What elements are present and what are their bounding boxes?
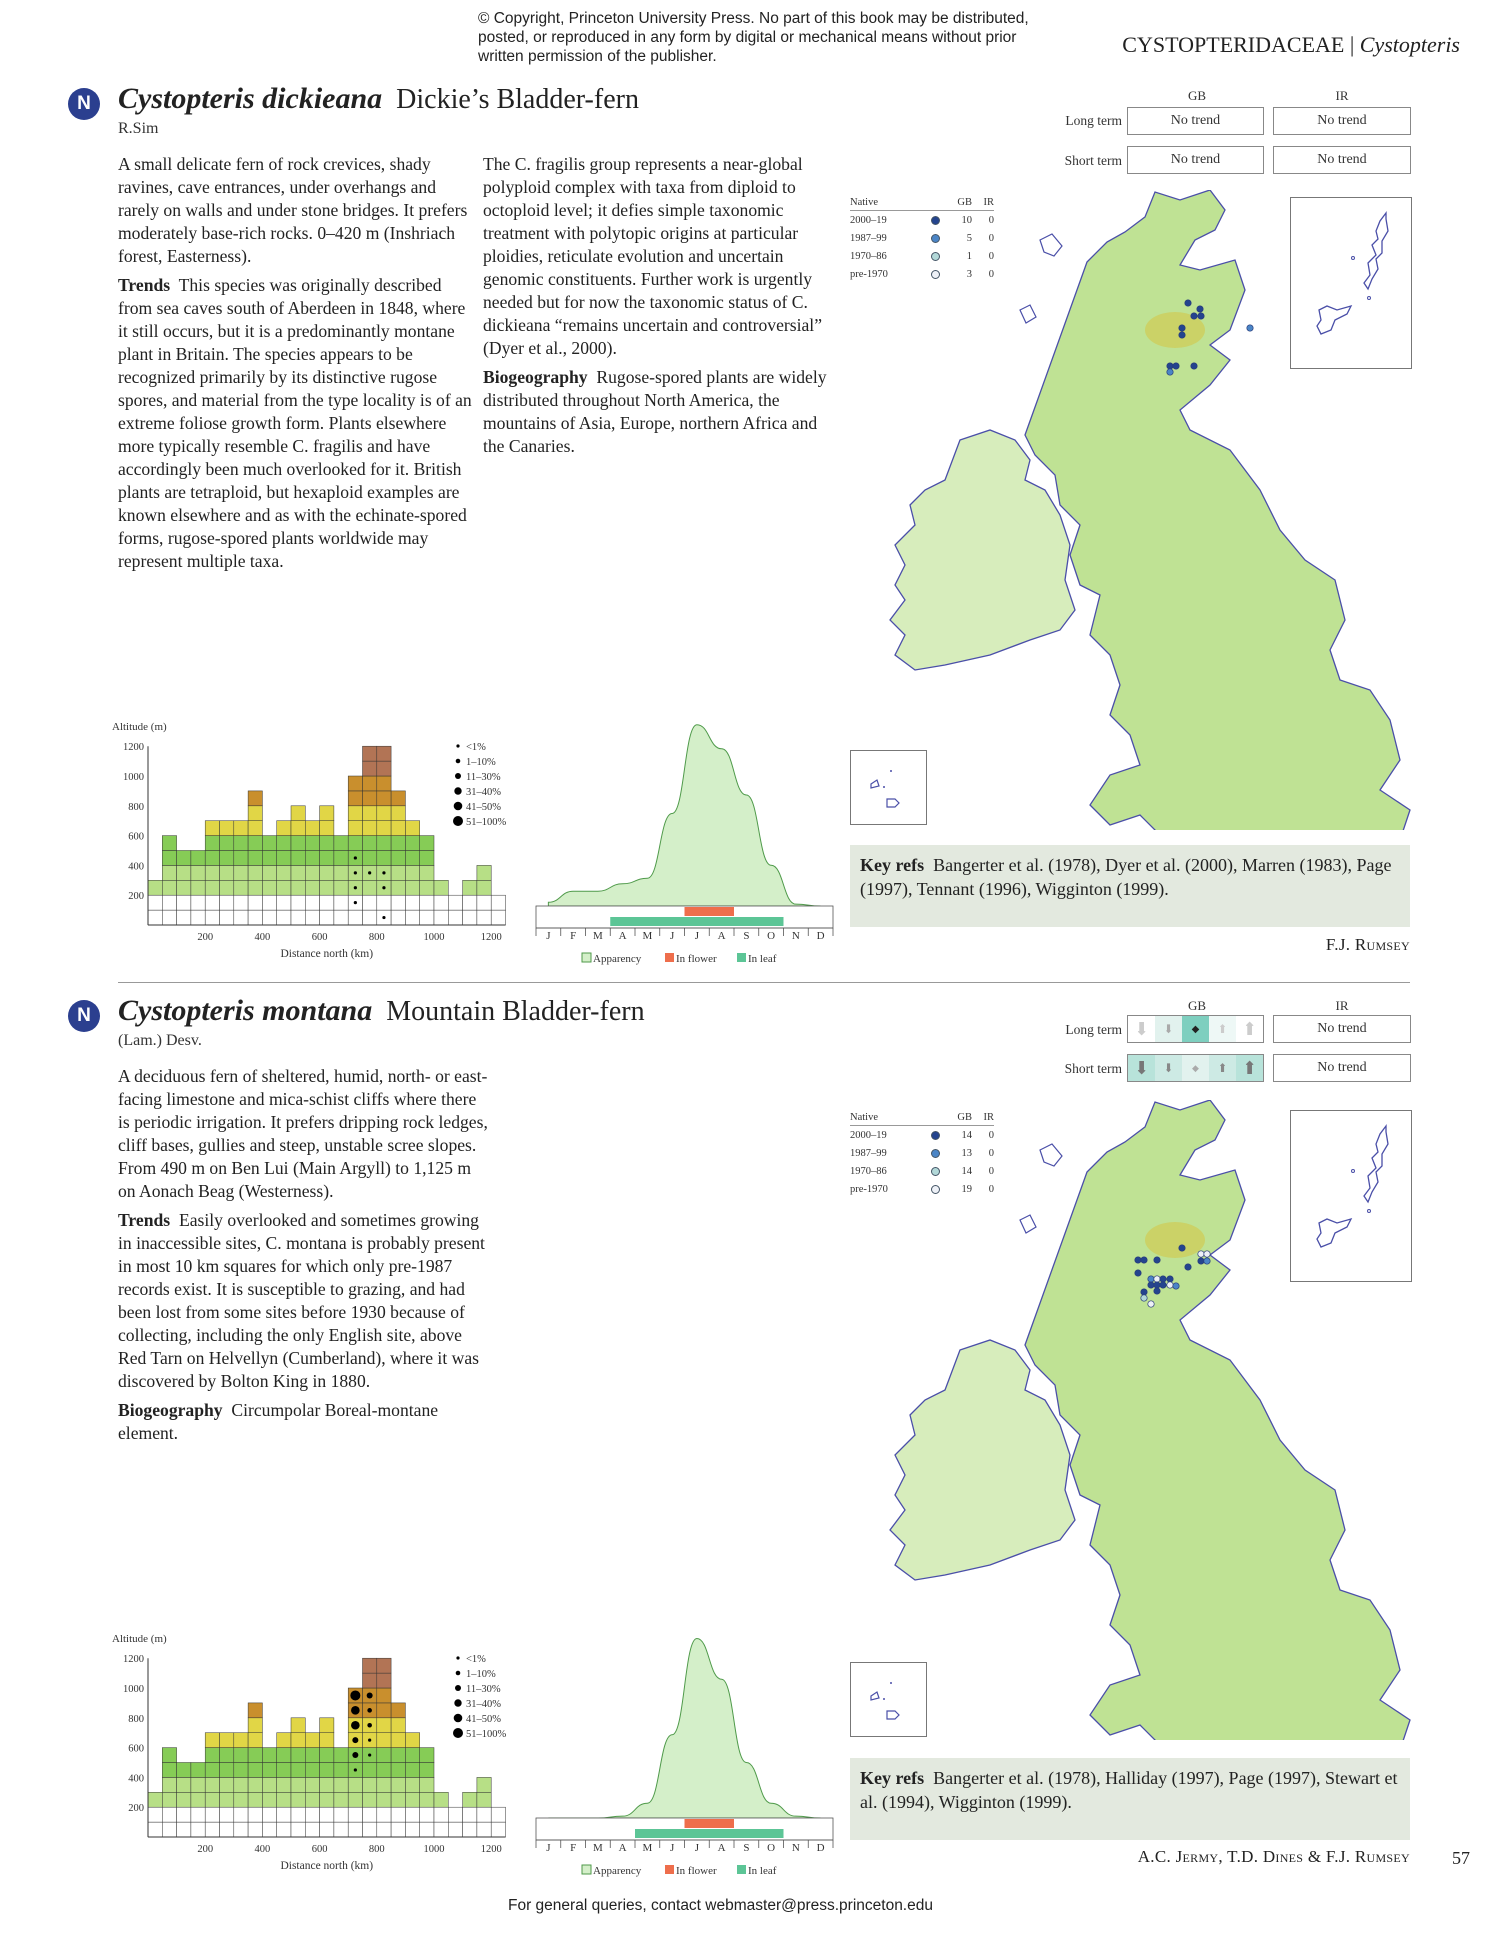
common-name: Mountain Bladder-fern bbox=[386, 996, 645, 1027]
ir-count: 0 bbox=[988, 232, 994, 244]
svg-text:M: M bbox=[592, 930, 603, 942]
period: pre-1970 bbox=[850, 268, 888, 280]
svg-text:1–10%: 1–10% bbox=[466, 757, 496, 768]
legend-header-gb: GB bbox=[957, 1112, 972, 1123]
latin-name: Cystopteris montana bbox=[118, 994, 373, 1027]
text-column-2 bbox=[483, 153, 828, 464]
shetland-inset bbox=[1290, 1110, 1412, 1282]
svg-text:<1%: <1% bbox=[466, 742, 486, 753]
ir-count: 0 bbox=[988, 250, 994, 262]
svg-text:1200: 1200 bbox=[123, 742, 144, 754]
species-title bbox=[118, 82, 639, 116]
phenology-chart bbox=[530, 710, 840, 970]
altitude-chart bbox=[110, 718, 530, 968]
channel-islands-inset bbox=[850, 750, 927, 825]
page-number: 57 bbox=[1452, 1848, 1470, 1868]
authority: (Lam.) Desv. bbox=[118, 1032, 202, 1049]
svg-text:600: 600 bbox=[128, 1743, 144, 1755]
ir-count: 0 bbox=[988, 1129, 994, 1141]
svg-text:1000: 1000 bbox=[123, 772, 144, 783]
legend-header-ir: IR bbox=[983, 1112, 994, 1123]
svg-text:In leaf: In leaf bbox=[748, 1865, 777, 1877]
gb-count: 13 bbox=[961, 1147, 972, 1159]
svg-text:J: J bbox=[546, 1842, 551, 1854]
svg-text:M: M bbox=[642, 930, 653, 942]
phenology-chart bbox=[530, 1622, 840, 1882]
svg-text:200: 200 bbox=[128, 891, 144, 903]
gb-count: 3 bbox=[966, 268, 972, 280]
biogeography-paragraph bbox=[118, 1399, 488, 1445]
key-refs-box bbox=[850, 845, 1410, 927]
channel-islands-outline bbox=[851, 751, 926, 824]
family-name: CYSTOPTERIDACEAE bbox=[1122, 32, 1345, 57]
native-badge: N bbox=[68, 1000, 100, 1032]
svg-text:N: N bbox=[791, 1842, 800, 1854]
gb-count: 10 bbox=[961, 214, 972, 226]
svg-text:Distance north (km): Distance north (km) bbox=[280, 1860, 374, 1872]
strong-decline-icon: ⬇ bbox=[1128, 1055, 1155, 1081]
habitat-paragraph: A deciduous fern of sheltered, humid, north- or east-facing limestone and mica-schist cliffs where there is periodic irrigation. It prefers dripping rock ledges, cliff bases, gullies and steep, unstable scree slopes. From 490 m on Ben Lui (Main Argyll) to 1,125 m on Aonach Beag (Westerness). bbox=[118, 1066, 488, 1201]
key-refs-heading: Key refs bbox=[860, 855, 925, 875]
increase-icon: ⬆ bbox=[1209, 1016, 1236, 1042]
svg-text:31–40%: 31–40% bbox=[466, 787, 501, 798]
svg-text:In flower: In flower bbox=[676, 1865, 717, 1877]
habitat-paragraph: A small delicate fern of rock crevices, shady ravines, cave entrances, under overhangs and rarely on walls and under stone bridges. It prefers moderately base-rich rocks. 0–420 m (Inshriach forest, Easterness). bbox=[118, 154, 468, 266]
svg-text:400: 400 bbox=[128, 1773, 144, 1785]
svg-text:J: J bbox=[669, 930, 675, 942]
svg-text:F: F bbox=[570, 1842, 577, 1854]
svg-text:200: 200 bbox=[197, 1844, 214, 1855]
svg-text:Altitude (m): Altitude (m) bbox=[112, 1633, 167, 1645]
ir-count: 0 bbox=[988, 1165, 994, 1177]
text-column-1 bbox=[118, 153, 478, 579]
copyright-notice: © Copyright, Princeton University Press. No part of this book may be distributed, posted, or reproduced in any form by digital or mechanical means without prior written permission of the publisher. bbox=[478, 10, 1029, 65]
key-refs-text: Bangerter et al. (1978), Dyer et al. (2000), Marren (1983), Page (1997), Tennant (1996), Wigginton (1999). bbox=[860, 855, 1392, 899]
common-name: Dickie’s Bladder-fern bbox=[396, 84, 639, 115]
svg-text:600: 600 bbox=[128, 831, 144, 843]
decline-icon: ⬇ bbox=[1155, 1055, 1182, 1081]
svg-text:1000: 1000 bbox=[423, 932, 445, 943]
svg-text:800: 800 bbox=[368, 932, 385, 943]
svg-text:1200: 1200 bbox=[123, 1654, 144, 1666]
biogeography-paragraph bbox=[483, 366, 828, 458]
svg-text:1–10%: 1–10% bbox=[466, 1669, 496, 1680]
svg-text:F: F bbox=[570, 930, 577, 942]
svg-text:J: J bbox=[546, 930, 551, 942]
period: 2000–19 bbox=[850, 1129, 887, 1141]
increase-icon: ⬆ bbox=[1209, 1055, 1236, 1081]
svg-text:M: M bbox=[642, 1842, 653, 1854]
legend-header-native: Native bbox=[850, 1112, 878, 1123]
gb-count: 14 bbox=[961, 1129, 972, 1141]
section-divider bbox=[118, 982, 1410, 983]
short-term-label: Short term bbox=[1064, 1061, 1122, 1076]
long-term-gb: No trend bbox=[1127, 107, 1264, 135]
svg-text:In flower: In flower bbox=[676, 953, 717, 965]
altitude-chart bbox=[110, 1630, 530, 1880]
period: 1987–99 bbox=[850, 232, 887, 244]
svg-text:M: M bbox=[592, 1842, 603, 1854]
svg-text:N: N bbox=[791, 930, 800, 942]
authority: R.Sim bbox=[118, 120, 159, 137]
strong-increase-icon: ⬆ bbox=[1236, 1055, 1263, 1081]
svg-text:Altitude (m): Altitude (m) bbox=[112, 721, 167, 733]
short-term-gb: No trend bbox=[1127, 146, 1264, 174]
ir-count: 0 bbox=[988, 214, 994, 226]
svg-text:200: 200 bbox=[128, 1803, 144, 1815]
svg-text:400: 400 bbox=[254, 932, 271, 943]
svg-text:A: A bbox=[618, 1842, 627, 1854]
svg-text:1200: 1200 bbox=[480, 932, 502, 943]
svg-text:A: A bbox=[618, 930, 627, 942]
short-term-ir: No trend bbox=[1273, 146, 1411, 174]
stable-icon: ◆ bbox=[1182, 1055, 1209, 1081]
svg-text:31–40%: 31–40% bbox=[466, 1699, 501, 1710]
svg-text:J: J bbox=[694, 930, 700, 942]
ir-count: 0 bbox=[988, 1183, 994, 1195]
long-term-gb-scale bbox=[1127, 1015, 1264, 1043]
svg-text:S: S bbox=[743, 1842, 750, 1854]
svg-text:41–50%: 41–50% bbox=[466, 802, 501, 813]
svg-text:J: J bbox=[694, 1842, 700, 1854]
channel-islands-inset bbox=[850, 1662, 927, 1737]
svg-text:Apparency: Apparency bbox=[593, 953, 642, 965]
svg-text:A: A bbox=[717, 930, 726, 942]
short-term-label: Short term bbox=[1064, 153, 1122, 168]
svg-text:Distance north (km): Distance north (km) bbox=[280, 948, 374, 960]
gb-count: 5 bbox=[966, 232, 972, 244]
short-term-gb-scale bbox=[1127, 1054, 1264, 1082]
decline-icon: ⬇ bbox=[1155, 1016, 1182, 1042]
legend-header-ir: IR bbox=[983, 197, 994, 208]
biogeography-text: Circumpolar Boreal-montane element. bbox=[118, 1400, 439, 1443]
stable-icon-selected: ◆ bbox=[1182, 1016, 1209, 1042]
svg-text:400: 400 bbox=[254, 1844, 271, 1855]
svg-text:O: O bbox=[767, 930, 776, 942]
long-term-ir: No trend bbox=[1273, 107, 1411, 135]
svg-text:800: 800 bbox=[128, 801, 144, 813]
trend-col-ir: IR bbox=[1335, 88, 1349, 103]
svg-text:Apparency: Apparency bbox=[593, 1865, 642, 1877]
long-term-label: Long term bbox=[1065, 113, 1122, 128]
biogeography-text: Rugose-spored plants are widely distributed throughout North America, the mountains of Asia, Europe, northern Africa and the Canaries. bbox=[483, 367, 827, 456]
trends-text: Easily overlooked and sometimes growing in inaccessible sites, C. montana is probably present in most 10 km squares for which only pre-1987 records exist. It is susceptible to grazing, and had been lost from some sites before 1930 because of collecting, including the only English site, above Red Tarn on Helvellyn (Cumberland), where it was discovered by Bolton King in 1880. bbox=[118, 1210, 485, 1391]
trends-heading: Trends bbox=[118, 275, 171, 295]
trends-text: This species was originally described from sea caves south of Aberdeen in 1848, where it still occurs, but it is a predominantly montane plant in Britain. The species appears to be recognized primarily by its distinctive rugose spores, and material from the type locality is of an extreme foliose growth form. Plants elsewhere more typically resemble C. fragilis and have accordingly been much overlooked for it. British plants are tetraploid, but hexaploid examples are known elsewhere and as with the echinate-spored forms, rugose-spored plants worldwide may represent multiple taxa. bbox=[118, 275, 472, 571]
trend-col-gb: GB bbox=[1187, 88, 1207, 103]
legend-header-native: Native bbox=[850, 197, 878, 208]
long-term-label: Long term bbox=[1065, 1022, 1122, 1037]
short-term-ir: No trend bbox=[1273, 1054, 1411, 1082]
svg-text:800: 800 bbox=[128, 1713, 144, 1725]
svg-text:1200: 1200 bbox=[480, 1844, 502, 1855]
svg-text:D: D bbox=[816, 1842, 825, 1854]
genus-name: Cystopteris bbox=[1359, 32, 1460, 57]
svg-text:1000: 1000 bbox=[423, 1844, 445, 1855]
biogeography-heading: Biogeography bbox=[118, 1400, 223, 1420]
legend-header-gb: GB bbox=[957, 197, 972, 208]
trends-paragraph bbox=[118, 274, 478, 573]
author-signature: A.C. Jermy, T.D. Dines & F.J. Rumsey bbox=[1137, 1847, 1410, 1866]
svg-text:<1%: <1% bbox=[466, 1654, 486, 1665]
svg-text:41–50%: 41–50% bbox=[466, 1714, 501, 1725]
svg-text:O: O bbox=[767, 1842, 776, 1854]
svg-text:11–30%: 11–30% bbox=[466, 1684, 501, 1695]
native-badge: N bbox=[68, 88, 100, 120]
svg-text:11–30%: 11–30% bbox=[466, 772, 501, 783]
gb-count: 1 bbox=[966, 250, 972, 262]
running-head bbox=[1122, 32, 1460, 58]
ir-count: 0 bbox=[988, 1147, 994, 1159]
key-refs-heading: Key refs bbox=[860, 1768, 925, 1788]
trends-paragraph bbox=[118, 1209, 488, 1393]
gb-count: 14 bbox=[961, 1165, 972, 1177]
svg-text:In leaf: In leaf bbox=[748, 953, 777, 965]
svg-text:600: 600 bbox=[311, 932, 328, 943]
svg-text:51–100%: 51–100% bbox=[466, 817, 507, 828]
author-signature: F.J. Rumsey bbox=[1325, 935, 1410, 954]
svg-text:51–100%: 51–100% bbox=[466, 1729, 507, 1740]
latin-name: Cystopteris dickieana bbox=[118, 82, 383, 115]
trend-col-ir: IR bbox=[1335, 998, 1349, 1013]
svg-text:400: 400 bbox=[128, 861, 144, 873]
trend-col-gb: GB bbox=[1187, 998, 1207, 1013]
taxonomy-paragraph: The C. fragilis group represents a near-global polyploid complex with taxa from diploid to octoploid level; it defies simple taxonomic treatment with polytopic origins at particular ploidies, reticulate evolution and uncertain genomic constituents. Further work is urgently needed but for now the taxonomic status of C. dickieana “remains uncertain and controversial” (Dyer et al., 2000). bbox=[483, 154, 823, 358]
svg-text:D: D bbox=[816, 930, 825, 942]
svg-text:1000: 1000 bbox=[123, 1684, 144, 1695]
strong-increase-icon: ⬆ bbox=[1236, 1016, 1263, 1042]
svg-text:J: J bbox=[669, 1842, 675, 1854]
shetland-orkney-outline bbox=[1291, 1111, 1411, 1281]
trends-heading: Trends bbox=[118, 1210, 171, 1230]
svg-text:A: A bbox=[717, 1842, 726, 1854]
period: 1970–86 bbox=[850, 1165, 887, 1177]
footer-contact: For general queries, contact webmaster@press.princeton.edu bbox=[508, 1897, 933, 1914]
channel-islands-outline bbox=[851, 1663, 926, 1736]
svg-text:200: 200 bbox=[197, 932, 214, 943]
key-refs-box bbox=[850, 1758, 1410, 1840]
strong-decline-icon: ⬇ bbox=[1128, 1016, 1155, 1042]
ir-count: 0 bbox=[988, 268, 994, 280]
period: 1987–99 bbox=[850, 1147, 887, 1159]
svg-text:800: 800 bbox=[368, 1844, 385, 1855]
biogeography-heading: Biogeography bbox=[483, 367, 588, 387]
svg-text:600: 600 bbox=[311, 1844, 328, 1855]
svg-text:S: S bbox=[743, 930, 750, 942]
key-refs-text: Bangerter et al. (1978), Halliday (1997), Page (1997), Stewart et al. (1994), Wigginton (1999). bbox=[860, 1768, 1398, 1812]
period: 2000–19 bbox=[850, 214, 887, 226]
gb-count: 19 bbox=[961, 1183, 972, 1195]
species-title bbox=[118, 994, 645, 1028]
long-term-ir: No trend bbox=[1273, 1015, 1411, 1043]
period: pre-1970 bbox=[850, 1183, 888, 1195]
text-column-1 bbox=[118, 1065, 488, 1451]
shetland-orkney-outline bbox=[1291, 198, 1411, 368]
period: 1970–86 bbox=[850, 250, 887, 262]
shetland-inset bbox=[1290, 197, 1412, 369]
separator: | bbox=[1349, 32, 1355, 57]
